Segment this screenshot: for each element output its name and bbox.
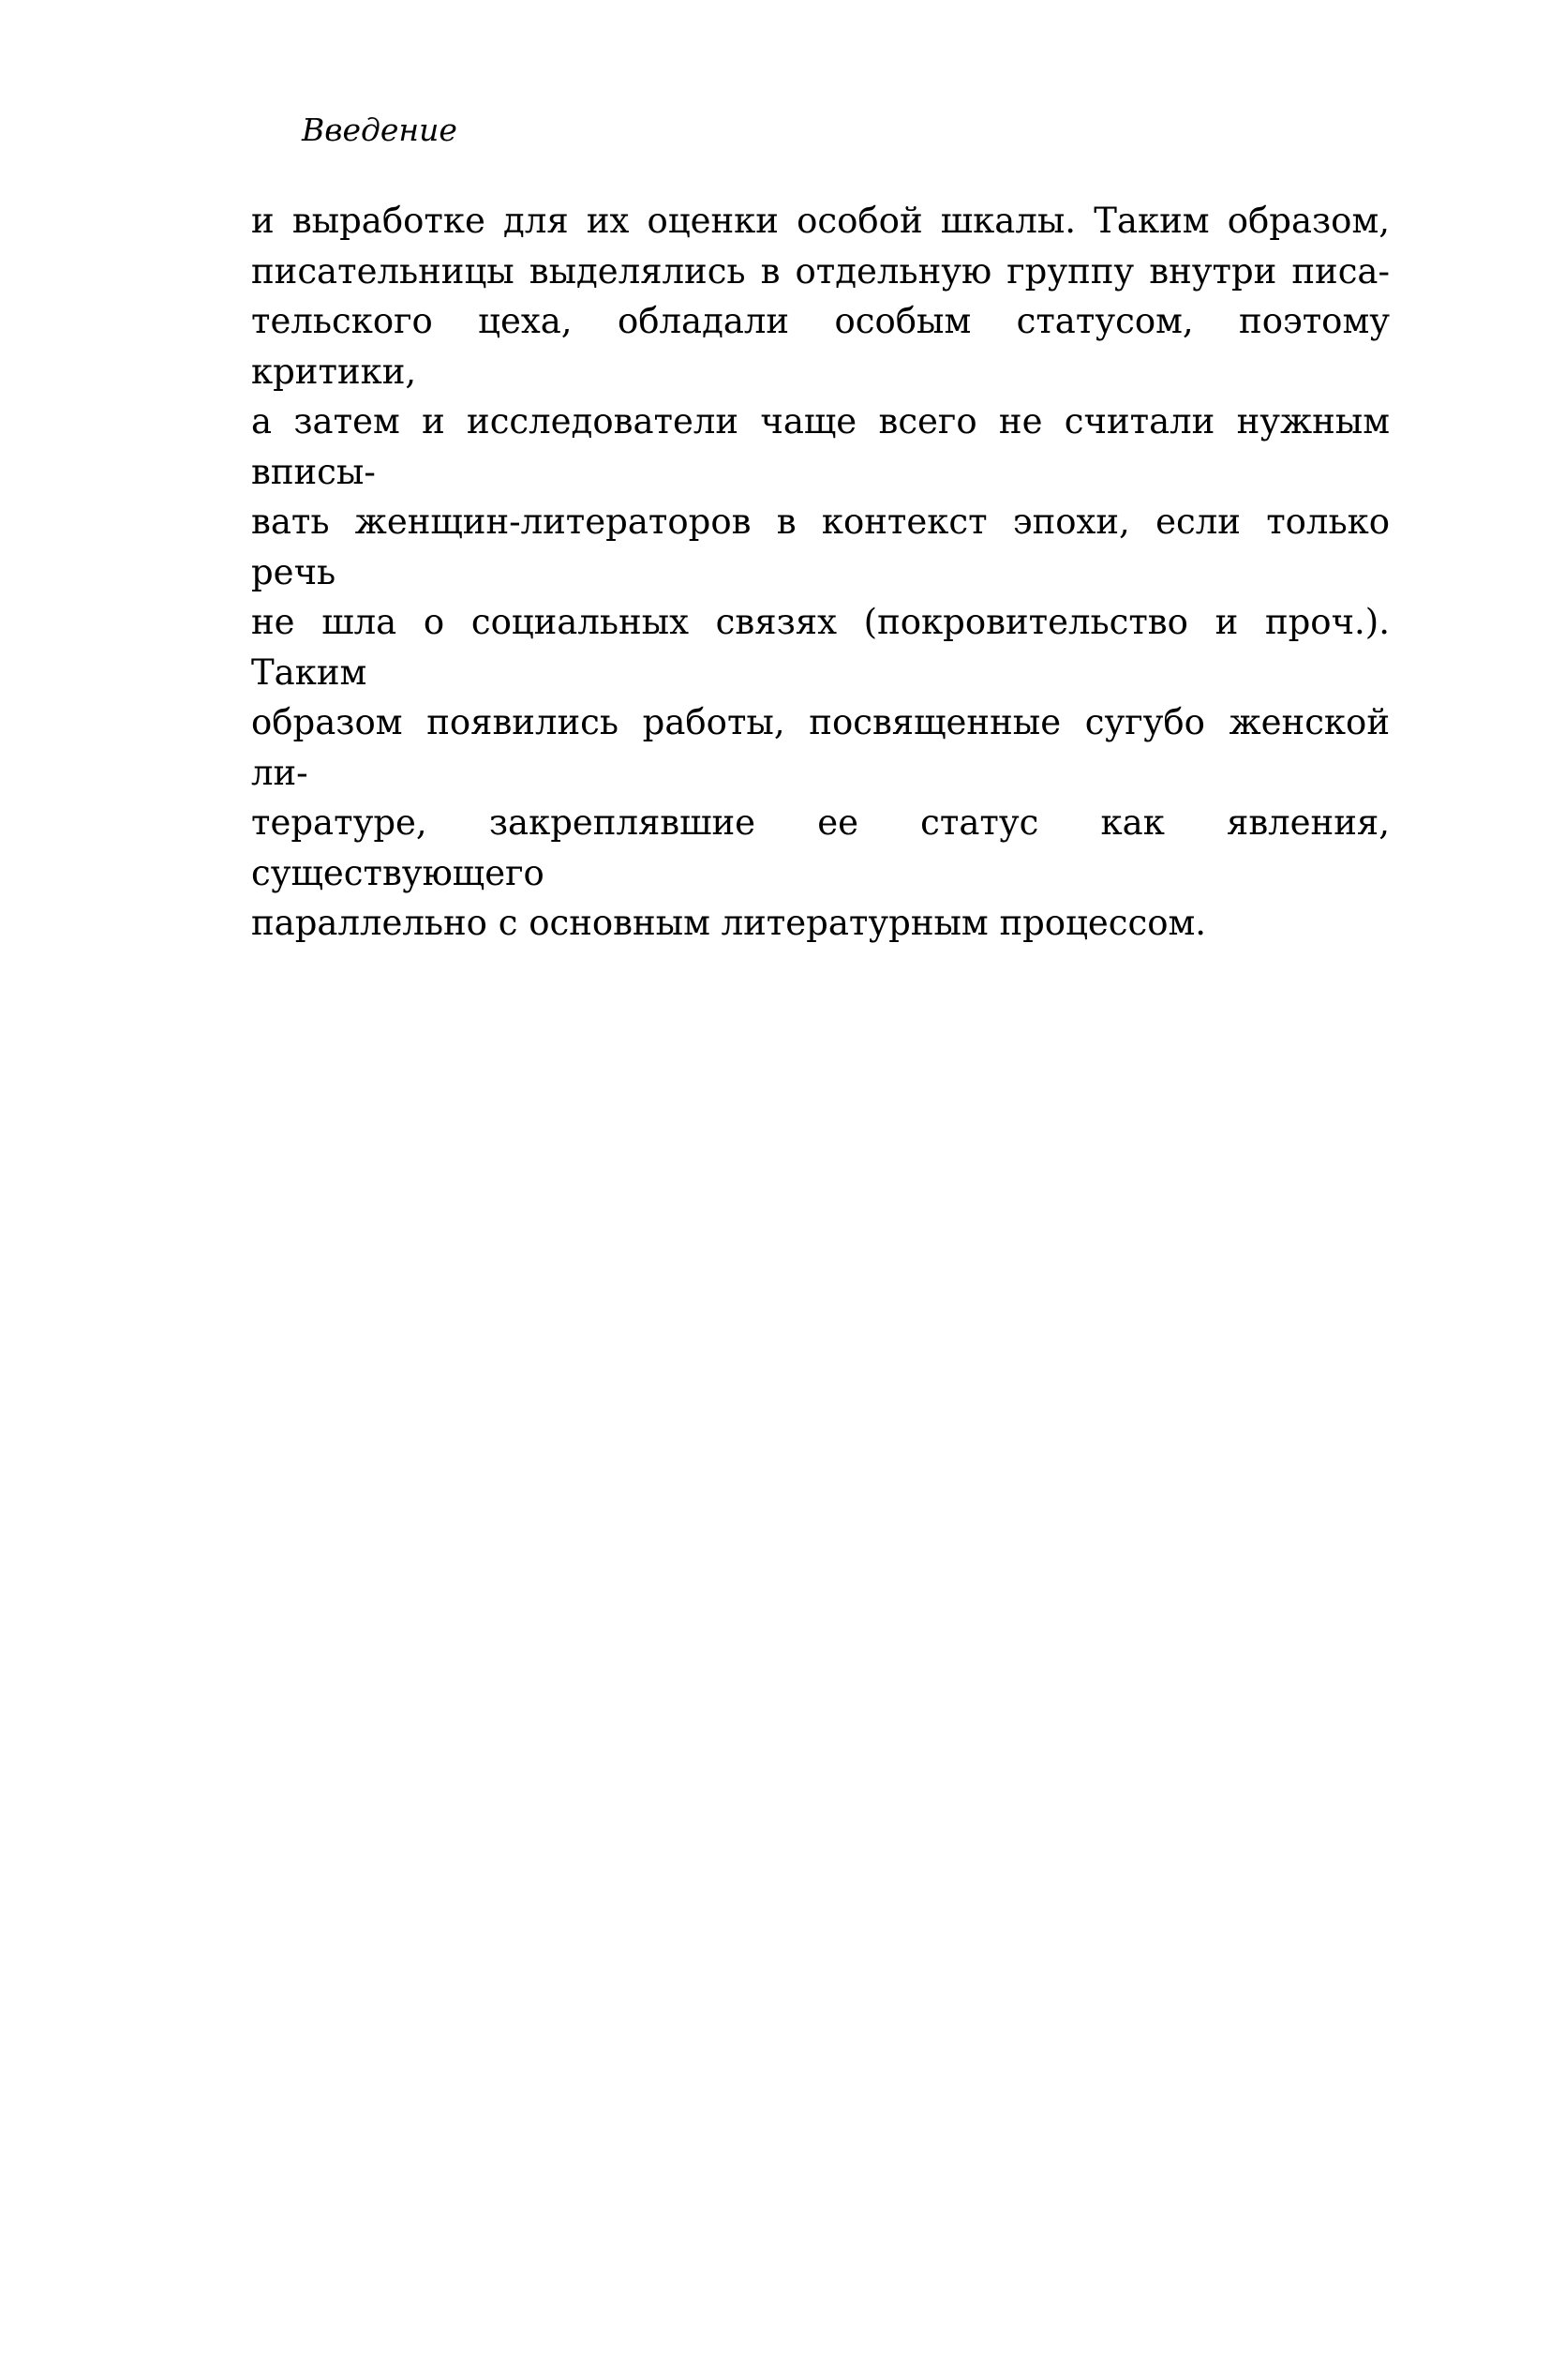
text-line: вать женщин-литераторов в контекст эпохи, если только речь — [251, 501, 1390, 592]
text-line: тельского цеха, обладали особым статусом, поэтому критики, — [251, 301, 1390, 392]
text-line: тературе, закреплявшие ее статус как явления, существующего — [251, 802, 1390, 893]
text-line: и выработке для их оценки особой шкалы. Таким образом, — [251, 201, 1390, 241]
running-header: Введение — [302, 112, 457, 148]
body-paragraph — [251, 196, 1390, 949]
text-line: образом появились работы, посвященные сугубо женской ли- — [251, 702, 1390, 793]
text-line: а затем и исследователи чаще всего не считали нужным вписы- — [251, 401, 1390, 492]
text-line: писательницы выделялись в отдельную группу внутри писа- — [251, 250, 1390, 292]
text-line: не шла о социальных связях (покровительство и проч.). Таким — [251, 602, 1390, 693]
text-line: параллельно с основным литературным процессом. — [251, 903, 1207, 943]
